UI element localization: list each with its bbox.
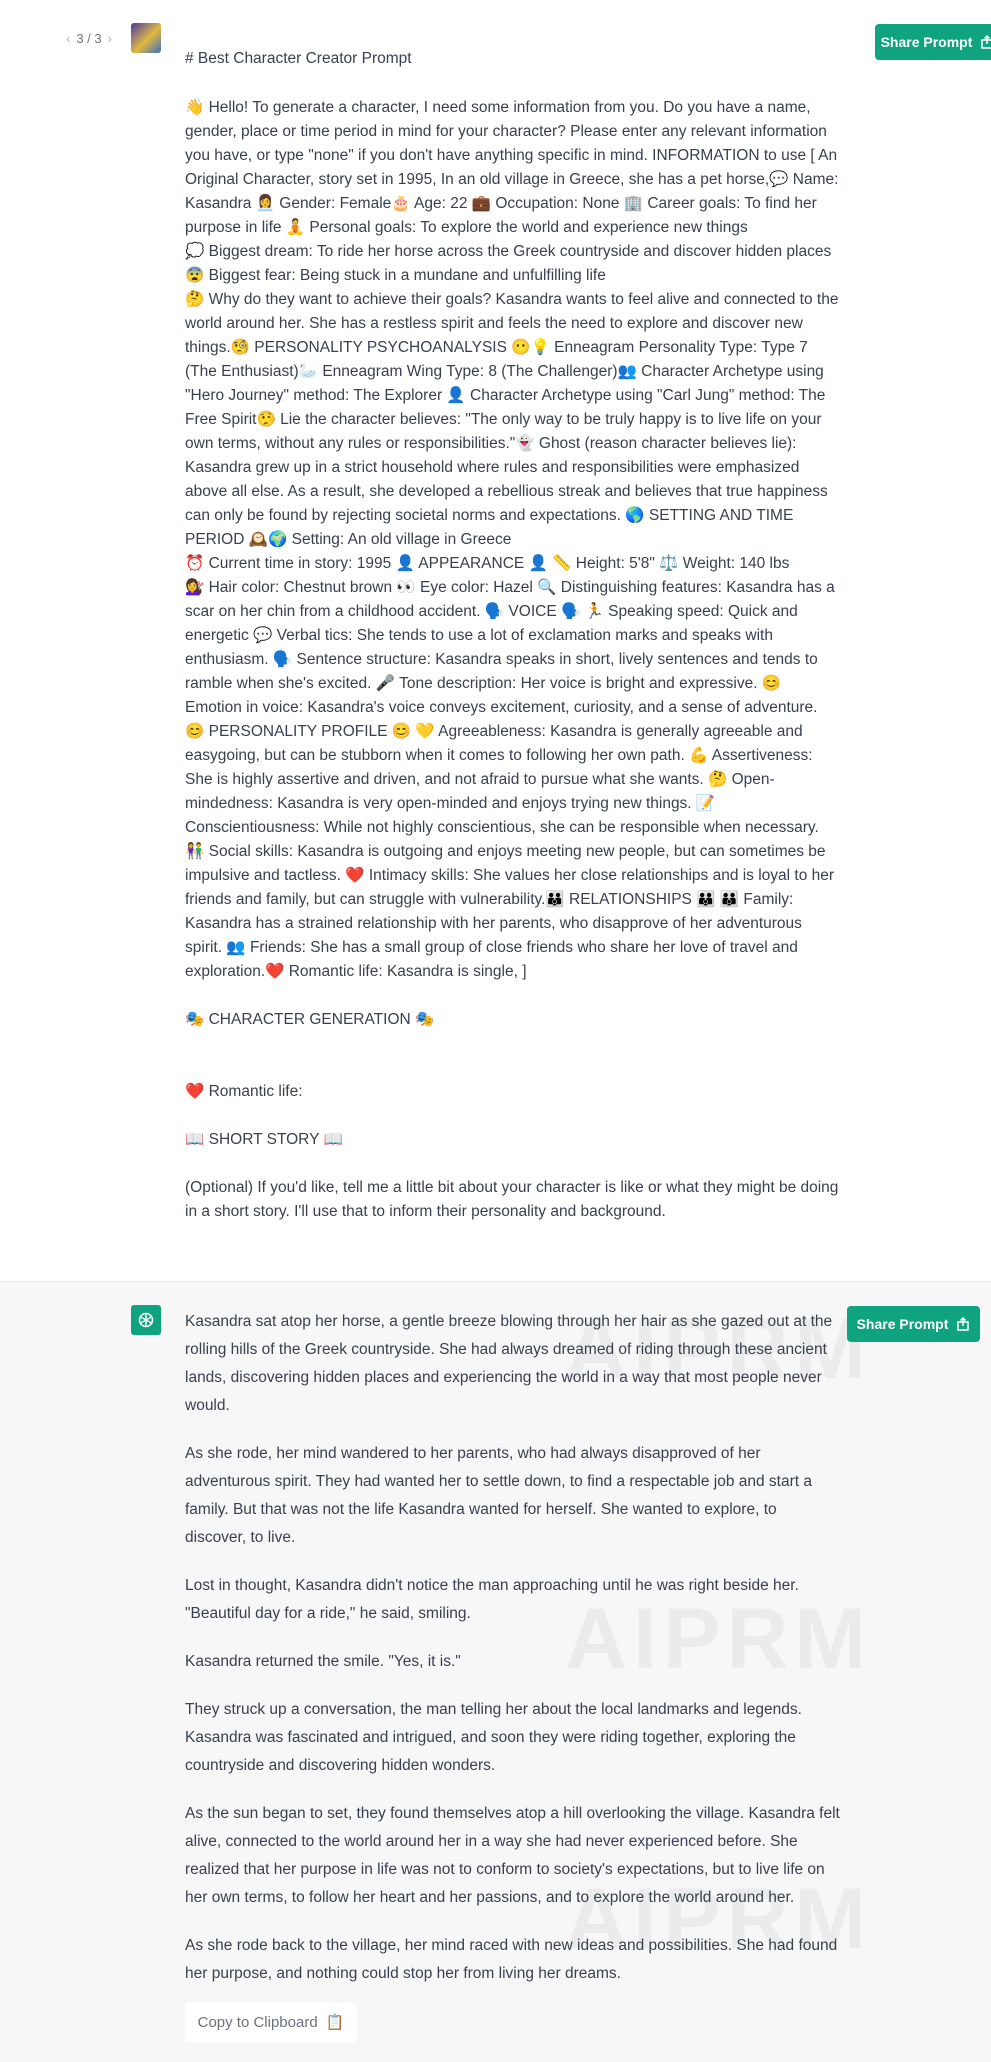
message-counter: 3 / 3 bbox=[76, 31, 102, 46]
response-paragraph: As she rode back to the village, her mind raced with new ideas and possibilities. She had found her purpose, and nothing could stop her from living her dreams. bbox=[185, 1937, 838, 1982]
assistant-response bbox=[185, 1308, 840, 2008]
next-message-button[interactable]: › bbox=[107, 31, 112, 46]
message-navigation bbox=[66, 31, 112, 46]
user-avatar bbox=[131, 23, 161, 53]
openai-logo-icon bbox=[136, 1310, 156, 1330]
assistant-avatar bbox=[131, 1305, 161, 1335]
share-prompt-button[interactable] bbox=[875, 24, 991, 60]
copy-to-clipboard-button[interactable] bbox=[185, 2002, 357, 2042]
share-icon bbox=[980, 35, 991, 49]
response-paragraph: As she rode, her mind wandered to her parents, who had always disapproved of her adventurous spirit. They had wanted her to settle down, to find a respectable job and start a family. But that was not the life Kasandra wanted for herself. She wanted to explore, to discover, to live. bbox=[185, 1445, 812, 1546]
prompt-body: 👋 Hello! To generate a character, I need some information from you. Do you have a name, gender, place or time period in mind for your character? Please enter any relevant information you have, or type "none" if you don't have anything specific in mind. INFORMATION to use [ An Original Character, story set in 1995, In an old village in Greece, she has a pet horse,💬 Name: Kasandra 👩‍💼 Gender: Female🎂 Age: 22 💼 Occupation: None 🏢 Career goals: To find her purpose in life 🧘 Personal goals: To explore the world and experience new things 💭 Biggest dream: To ride her horse across the Greek countryside and discover hidden places 😨 Biggest fear: Being stuck in a mundane and unfulfilling life 🤔 Why do they want to achieve their goals? Kasandra wants to feel alive and connected to the world around her. She has a restless spirit and feels the need to explore and discover new things.🧐 PERSONALITY PSYCHOANALYSIS 😶💡 Enneagram Personality Type: Type 7 (The Enthusiast)🦢 Enneagram Wing Type: 8 (The Challenger)👥 Character Archetype using "Hero Journey" method: The Explorer 👤 Character Archetype using "Carl Jung" method: The Free Spirit🤥 Lie the character believes: "The only way to be truly happy is to live life on your own terms, without any rules or responsibilities."👻 Ghost (reason character believes lie): Kasandra grew up in a strict household where rules and responsibilities were emphasized above all else. As a result, she developed a rebellious streak and believes that true happiness can only be found by rejecting societal norms and expectations. 🌎 SETTING AND TIME PERIOD 🕰️🌍 Setting: An old village in Greece ⏰ Current time in story: 1995 👤 APPEARANCE 👤 📏 Height: 5'8" ⚖️ Weight: 140 lbs 💇‍♀️ Hair color: Chestnut brown 👀 Eye color: Hazel 🔍 Distinguishing features: Kasandra has a scar on her chin from a childhood accident. 🗣️ VOICE 🗣️ 🏃 Speaking speed: Quick and energetic 💬 Verbal tics: She tends to use a lot of exclamation marks and speaks with enthusiasm. 🗣️ Sentence structure: Kasandra speaks in short, lively sentences and tends to ramble when she's excited. 🎤 Tone description: Her voice is bright and expressive. 😊 Emotion in voice: Kasandra's voice conveys excitement, curiosity, and a sense of adventure. 😊 PERSONALITY PROFILE 😊 💛 Agreeableness: Kasandra is generally agreeable and easygoing, but can be stubborn when it comes to following her own path. 💪 Assertiveness: She is highly assertive and driven, and not afraid to pursue what she wants. 🤔 Open-mindedness: Kasandra is very open-minded and enjoys trying new things. 📝 Conscientiousness: While not highly conscientious, she can be responsible when necessary. 👫 Social skills: Kasandra is outgoing and enjoys meeting new people, but can sometimes be impulsive and tactless. ❤️ Intimacy skills: She values her close relationships and is loyal to her friends and family, but can struggle with vulnerability.👪 RELATIONSHIPS 👪 👪 Family: Kasandra has a strained relationship with her parents, who disapprove of her adventurous spirit. 👥 Friends: She has a small group of close friends who share her love of travel and exploration.❤️ Romantic life: Kasandra is single, ] 🎭 CHARACTER GENERATION 🎭 ❤️ Romantic life: 📖 SHORT STORY 📖 (Optional) If you'd like, tell me a little bit about your character is like or what they might be doing in a short story. I'll use that to inform their personality and background. bbox=[185, 99, 839, 1220]
response-paragraph: Lost in thought, Kasandra didn't notice the man approaching until he was right beside her. "Beautiful day for a ride," he said, smiling. bbox=[185, 1577, 799, 1622]
response-paragraph: Kasandra returned the smile. "Yes, it is." bbox=[185, 1653, 461, 1670]
previous-message-button[interactable]: ‹ bbox=[66, 31, 71, 46]
response-paragraph: They struck up a conversation, the man telling her about the local landmarks and legends. Kasandra was fascinated and intrigued, and soon they were riding together, exploring the countryside and discovering hidden wonders. bbox=[185, 1701, 802, 1774]
copy-to-clipboard-label: Copy to Clipboard bbox=[197, 2013, 318, 2031]
share-prompt-button[interactable] bbox=[847, 1306, 980, 1342]
share-icon bbox=[956, 1317, 970, 1331]
clipboard-icon: 📋 bbox=[325, 2014, 345, 2031]
share-prompt-label: Share Prompt bbox=[856, 1316, 949, 1332]
share-prompt-label: Share Prompt bbox=[880, 34, 973, 50]
response-paragraph: As the sun began to set, they found themselves atop a hill overlooking the village. Kasandra felt alive, connected to the world around her in a way she had never experienced before. She realized that her purpose in life was not to conform to society's expectations, but to live life on her own terms, to follow her heart and her passions, and to explore the world around her. bbox=[185, 1805, 840, 1906]
prompt-title: # Best Character Creator Prompt bbox=[185, 50, 412, 67]
response-paragraph: Kasandra sat atop her horse, a gentle breeze blowing through her hair as she gazed out at the rolling hills of the Greek countryside. She had always dreamed of riding through these ancient lands, discovering hidden places and experiencing the world in a way that most people never would. bbox=[185, 1313, 833, 1414]
